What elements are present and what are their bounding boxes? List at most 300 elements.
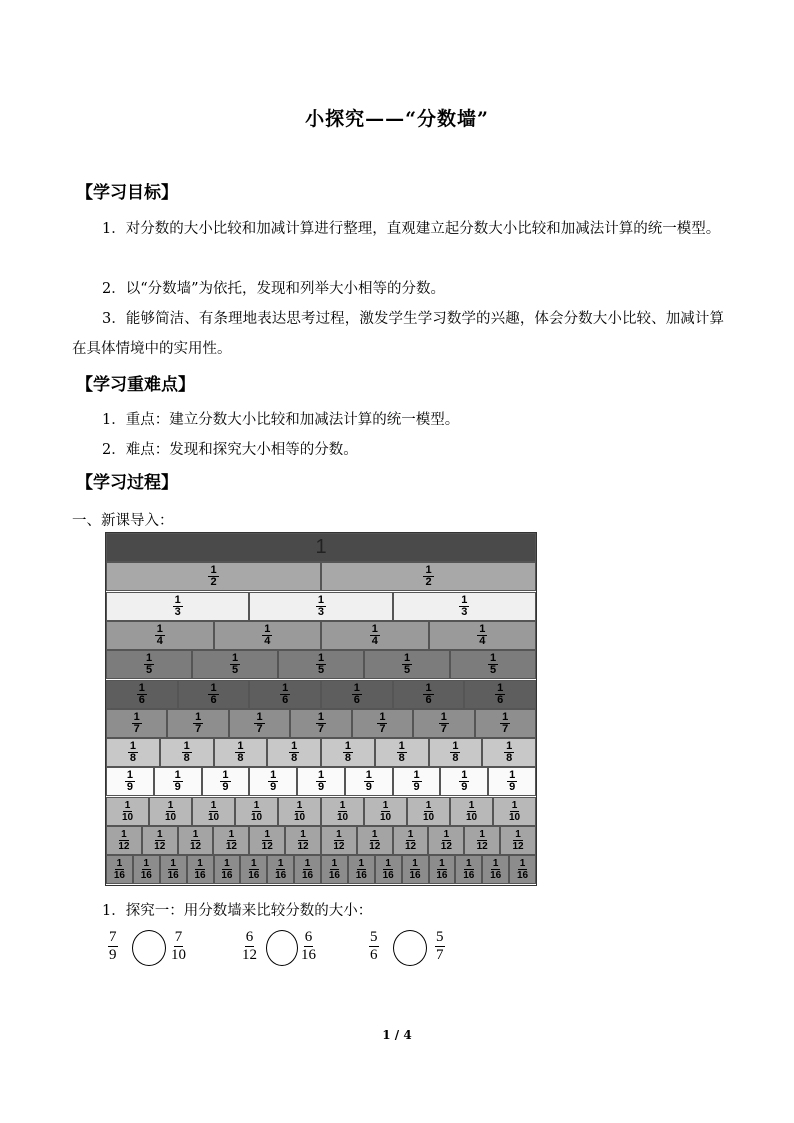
goal-item-1: 1．对分数的大小比较和加减计算进行整理，直观建立起分数大小比较和加减法计算的统一模型。 <box>102 221 721 237</box>
wall-cell <box>202 767 250 796</box>
wall-cell <box>267 855 294 884</box>
unit-fraction-label <box>295 829 310 852</box>
comparison-answer-circle[interactable] <box>132 930 166 966</box>
unit-fraction-label <box>343 741 353 764</box>
unit-fraction-label <box>152 829 167 852</box>
wall-cell <box>214 621 322 650</box>
wall-cell <box>178 680 250 709</box>
unit-fraction-label <box>403 829 418 852</box>
unit-fraction-label <box>402 653 412 676</box>
wall-cell <box>106 767 154 796</box>
wall-cell <box>178 826 214 855</box>
wall-cell <box>149 797 192 826</box>
wall-cell <box>464 826 500 855</box>
unit-fraction-label <box>510 829 525 852</box>
wall-row-12 <box>106 826 536 855</box>
unit-fraction-label <box>166 858 181 881</box>
unit-fraction-label <box>137 683 147 706</box>
fraction-denominator: 9 <box>461 781 468 794</box>
unit-fraction-label <box>188 829 203 852</box>
fraction-numerator: 1 <box>237 740 244 753</box>
fraction-numerator: 1 <box>264 829 270 840</box>
comparison-left-fraction <box>242 929 257 964</box>
wall-cell <box>214 738 268 767</box>
fraction-denominator: 16 <box>167 870 179 882</box>
fraction-numerator: 5 <box>436 929 444 945</box>
fraction-denominator: 5 <box>489 664 497 677</box>
fraction-denominator: 5 <box>145 664 153 677</box>
fraction-denominator: 12 <box>242 947 257 963</box>
fraction-numerator: 1 <box>138 681 145 694</box>
wall-row-6 <box>106 680 536 709</box>
fraction-denominator: 3 <box>317 605 325 618</box>
unit-fraction-label <box>249 800 264 823</box>
unit-fraction-label <box>316 770 326 793</box>
wall-cell <box>321 738 375 767</box>
unit-fraction-label <box>300 858 315 881</box>
fraction-numerator: 1 <box>339 799 346 811</box>
fraction-numerator: 1 <box>222 769 229 782</box>
unit-fraction-label <box>421 800 436 823</box>
fraction-denominator: 16 <box>463 870 475 882</box>
fraction-numerator: 1 <box>167 799 174 811</box>
fraction-denominator: 2 <box>210 576 217 589</box>
wall-cell <box>290 709 351 738</box>
fraction-numerator: 1 <box>121 829 127 840</box>
wall-cell <box>167 709 228 738</box>
wall-cell <box>213 826 249 855</box>
wall-cell <box>488 767 536 796</box>
fraction-denominator: 16 <box>382 870 394 882</box>
comparison-right-fraction <box>435 929 445 964</box>
fraction-denominator: 5 <box>317 664 325 677</box>
wall-row-3 <box>106 592 536 621</box>
fraction-denominator: 10 <box>164 811 177 823</box>
wall-cell <box>321 621 429 650</box>
wall-cell <box>321 562 536 591</box>
unit-fraction-label <box>335 800 350 823</box>
wall-row-8 <box>106 738 536 767</box>
fraction-denominator: 5 <box>403 664 411 677</box>
unit-fraction-label <box>439 829 454 852</box>
fraction-denominator: 16 <box>221 870 233 882</box>
wall-cell <box>352 709 413 738</box>
wall-cell <box>429 855 456 884</box>
wall-cell <box>285 826 321 855</box>
fraction-denominator: 7 <box>256 722 263 735</box>
fraction-denominator: 9 <box>413 781 420 794</box>
fraction-denominator: 5 <box>231 664 239 677</box>
wall-row-16 <box>106 855 536 884</box>
fraction-denominator: 9 <box>270 781 277 794</box>
wall-whole-label: 1 <box>315 536 327 558</box>
wall-row-4 <box>106 621 536 650</box>
unit-fraction-label <box>173 595 183 618</box>
unit-fraction-label <box>434 858 449 881</box>
unit-fraction-label <box>268 770 278 793</box>
wall-cell <box>375 738 429 767</box>
fraction-numerator: 1 <box>270 769 277 782</box>
fraction-numerator: 1 <box>156 622 163 635</box>
goal-item-3: 3．能够简洁、有条理地表达思考过程，激发学生学习数学的兴趣，体会分数大小比较、加减计算在具体情境中的实用性。 <box>72 311 724 357</box>
fraction-numerator: 1 <box>468 799 475 811</box>
unit-fraction-label <box>273 858 288 881</box>
fraction-numerator: 1 <box>398 740 405 753</box>
unit-fraction-label <box>182 741 192 764</box>
unit-fraction-label <box>378 800 393 823</box>
wall-cell <box>482 855 509 884</box>
unit-fraction-label <box>208 683 218 706</box>
fraction-denominator: 8 <box>291 752 298 765</box>
wall-cell <box>278 797 321 826</box>
wall-cell <box>106 592 249 621</box>
unit-fraction-label <box>450 741 460 764</box>
fraction-denominator: 8 <box>129 752 136 765</box>
wall-cell <box>240 855 267 884</box>
fraction-denominator: 12 <box>118 841 130 852</box>
unit-fraction-label <box>316 653 326 676</box>
wall-cell <box>464 680 536 709</box>
wall-cell <box>455 855 482 884</box>
fraction-denominator: 12 <box>261 841 273 852</box>
wall-cell <box>429 738 483 767</box>
fraction-numerator: 1 <box>174 769 181 782</box>
wall-cell <box>229 709 290 738</box>
fraction-numerator: 1 <box>382 799 389 811</box>
fraction-numerator: 1 <box>506 740 513 753</box>
intro-label: 一、新课导入： <box>72 513 174 529</box>
unit-fraction-label <box>246 858 261 881</box>
fraction-denominator: 10 <box>171 947 186 963</box>
key-points-heading: 【学习重难点】 <box>76 375 195 395</box>
fraction-denominator: 16 <box>355 870 367 882</box>
wall-cell-whole <box>106 533 536 562</box>
fraction-denominator: 12 <box>404 841 417 852</box>
goals-heading: 【学习目标】 <box>76 183 178 203</box>
unit-fraction-label <box>132 712 142 735</box>
fraction-denominator: 12 <box>476 841 488 852</box>
wall-cell <box>393 826 429 855</box>
unit-fraction-label <box>507 800 522 823</box>
wall-cell <box>133 855 160 884</box>
fraction-denominator: 16 <box>490 870 502 882</box>
fraction-denominator: 4 <box>479 634 486 647</box>
fraction-numerator: 1 <box>365 769 372 782</box>
wall-cell <box>357 826 393 855</box>
wall-cell <box>192 650 278 679</box>
fraction-denominator: 16 <box>248 870 260 882</box>
wall-row-7 <box>106 709 536 738</box>
unit-fraction-label <box>352 683 362 706</box>
unit-fraction-label <box>292 800 307 823</box>
unit-fraction-label <box>507 770 517 793</box>
fraction-denominator: 12 <box>369 841 381 852</box>
unit-fraction-label <box>364 770 374 793</box>
fraction-denominator: 8 <box>237 752 244 765</box>
unit-fraction-label <box>459 770 469 793</box>
comparison-right-fraction <box>301 929 316 964</box>
fraction-denominator: 7 <box>502 722 509 735</box>
fraction-numerator: 1 <box>511 799 518 811</box>
wall-cell <box>321 680 393 709</box>
wall-cell <box>345 767 393 796</box>
fraction-numerator: 1 <box>489 652 497 665</box>
fraction-numerator: 1 <box>145 652 153 665</box>
fraction-numerator: 1 <box>466 858 472 870</box>
wall-cell <box>106 562 321 591</box>
fraction-denominator: 4 <box>264 634 271 647</box>
fraction-numerator: 1 <box>296 799 303 811</box>
fraction-denominator: 10 <box>379 811 392 823</box>
fraction-numerator: 1 <box>156 829 163 840</box>
fraction-denominator: 16 <box>140 870 152 882</box>
unit-fraction-label <box>354 858 369 881</box>
fraction-denominator: 9 <box>174 781 181 794</box>
fraction-denominator: 4 <box>156 634 163 647</box>
fraction-denominator: 10 <box>465 811 478 823</box>
wall-cell <box>249 592 392 621</box>
fraction-numerator: 1 <box>210 799 217 811</box>
unit-fraction-label <box>439 712 449 735</box>
unit-fraction-label <box>139 858 154 881</box>
fraction-denominator: 10 <box>422 811 435 823</box>
unit-fraction-label <box>125 770 135 793</box>
unit-fraction-label <box>280 683 290 706</box>
fraction-numerator: 6 <box>304 929 313 945</box>
unit-fraction-label <box>459 595 469 618</box>
unit-fraction-label <box>254 712 264 735</box>
wall-cell <box>450 650 536 679</box>
fraction-numerator: 1 <box>183 740 190 753</box>
fraction-denominator: 10 <box>250 811 263 823</box>
fraction-denominator: 10 <box>207 811 220 823</box>
fraction-denominator: 16 <box>517 870 529 882</box>
unit-fraction-label <box>464 800 479 823</box>
fraction-numerator: 1 <box>129 740 136 753</box>
fraction-denominator: 6 <box>425 693 432 706</box>
fraction-numerator: 1 <box>479 829 485 840</box>
wall-cell <box>249 767 297 796</box>
wall-cell <box>294 855 321 884</box>
fraction-numerator: 1 <box>210 681 217 694</box>
fraction-denominator: 3 <box>174 605 181 618</box>
wall-row-9 <box>106 767 536 796</box>
wall-cell <box>321 855 348 884</box>
fraction-numerator: 7 <box>174 929 183 945</box>
fraction-wall <box>105 532 537 886</box>
wall-row-whole <box>106 533 536 562</box>
fraction-numerator: 1 <box>344 740 351 753</box>
wall-cell <box>267 738 321 767</box>
fraction-numerator: 1 <box>228 829 235 840</box>
page-title: 小探究——“分数墙” <box>305 108 489 130</box>
unit-fraction-label <box>144 653 154 676</box>
fraction-numerator: 1 <box>403 652 411 665</box>
fraction-numerator: 1 <box>317 769 325 782</box>
fraction-denominator: 6 <box>497 693 504 706</box>
explore1-label: 1．探究一：用分数墙来比较分数的大小： <box>102 903 373 919</box>
fraction-numerator: 1 <box>479 622 486 635</box>
wall-row-5 <box>106 650 536 679</box>
fraction-denominator: 12 <box>440 841 452 852</box>
fraction-denominator: 7 <box>436 947 444 963</box>
unit-fraction-label <box>495 683 505 706</box>
unit-fraction-label <box>235 741 245 764</box>
fraction-numerator: 1 <box>461 593 468 606</box>
unit-fraction-label <box>289 741 299 764</box>
wall-cell <box>321 797 364 826</box>
fraction-denominator: 16 <box>328 870 340 882</box>
unit-fraction-label <box>219 858 234 881</box>
fraction-denominator: 7 <box>195 722 202 735</box>
fraction-numerator: 1 <box>300 829 306 840</box>
fraction-numerator: 1 <box>256 710 263 723</box>
fraction-numerator: 1 <box>231 652 239 665</box>
wall-cell <box>482 738 536 767</box>
fraction-numerator: 1 <box>195 710 202 723</box>
wall-cell <box>278 650 364 679</box>
fraction-denominator: 16 <box>275 870 287 882</box>
fraction-numerator: 1 <box>304 858 311 870</box>
fraction-denominator: 12 <box>512 841 524 852</box>
fraction-numerator: 1 <box>336 829 342 840</box>
wall-cell <box>500 826 536 855</box>
fraction-denominator: 16 <box>302 870 314 882</box>
unit-fraction-label <box>461 858 476 881</box>
fraction-numerator: 6 <box>245 929 254 945</box>
wall-cell <box>509 855 536 884</box>
wall-cell <box>321 826 357 855</box>
wall-cell <box>142 826 178 855</box>
unit-fraction-label <box>208 565 218 588</box>
fraction-denominator: 6 <box>282 693 289 706</box>
fraction-denominator: 16 <box>436 870 448 882</box>
fraction-denominator: 9 <box>222 781 229 794</box>
unit-fraction-label <box>220 770 230 793</box>
fraction-numerator: 1 <box>224 858 230 870</box>
fraction-denominator: 12 <box>154 841 166 852</box>
wall-cell <box>393 592 536 621</box>
unit-fraction-label <box>423 683 433 706</box>
wall-cell <box>429 621 537 650</box>
fraction-denominator: 12 <box>190 841 202 852</box>
wall-cell <box>154 767 202 796</box>
page-number: 1 / 4 <box>382 1028 412 1042</box>
fraction-numerator: 1 <box>251 858 257 870</box>
wall-cell <box>402 855 429 884</box>
comparison-right-fraction <box>171 929 186 964</box>
wall-cell <box>187 855 214 884</box>
fraction-numerator: 1 <box>412 858 418 870</box>
unit-fraction-label <box>408 858 423 881</box>
fraction-numerator: 1 <box>317 710 325 723</box>
fraction-denominator: 7 <box>317 722 325 735</box>
unit-fraction-label <box>381 858 396 881</box>
fraction-numerator: 1 <box>452 740 459 753</box>
unit-fraction-label <box>128 741 138 764</box>
wall-cell <box>249 826 285 855</box>
fraction-numerator: 1 <box>440 710 447 723</box>
unit-fraction-label <box>500 712 510 735</box>
fraction-denominator: 7 <box>440 722 447 735</box>
fraction-numerator: 7 <box>109 929 117 945</box>
fraction-denominator: 9 <box>109 947 117 963</box>
fraction-numerator: 1 <box>291 740 298 753</box>
wall-cell <box>106 709 167 738</box>
fraction-denominator: 16 <box>194 870 206 882</box>
fraction-numerator: 1 <box>385 858 391 870</box>
unit-fraction-label <box>224 829 239 852</box>
fraction-denominator: 12 <box>297 841 309 852</box>
unit-fraction-label <box>155 624 165 647</box>
fraction-denominator: 8 <box>398 752 405 765</box>
fraction-denominator: 4 <box>371 634 378 647</box>
wall-cell <box>475 709 536 738</box>
fraction-numerator: 1 <box>502 710 509 723</box>
goal-item-2: 2．以“分数墙”为依托，发现和列举大小相等的分数。 <box>102 281 446 297</box>
fraction-numerator: 1 <box>439 858 445 870</box>
unit-fraction-label <box>331 829 346 852</box>
fraction-denominator: 3 <box>461 605 468 618</box>
unit-fraction-label <box>116 829 131 852</box>
wall-cell <box>235 797 278 826</box>
unit-fraction-label <box>412 770 422 793</box>
unit-fraction-label <box>488 653 498 676</box>
wall-cell <box>364 797 407 826</box>
fraction-denominator: 9 <box>126 781 133 794</box>
wall-cell <box>106 680 178 709</box>
fraction-numerator: 1 <box>210 564 217 577</box>
fraction-denominator: 9 <box>317 781 325 794</box>
unit-fraction-label <box>316 712 326 735</box>
wall-row-2 <box>106 562 536 591</box>
fraction-numerator: 1 <box>143 858 150 870</box>
comparison-answer-circle[interactable] <box>393 930 427 966</box>
fraction-numerator: 1 <box>124 799 131 811</box>
wall-cell <box>160 855 187 884</box>
fraction-denominator: 8 <box>183 752 190 765</box>
unit-fraction-label <box>377 712 387 735</box>
wall-cell <box>106 826 142 855</box>
wall-cell <box>393 680 465 709</box>
unit-fraction-label <box>515 858 530 881</box>
wall-cell <box>106 855 133 884</box>
fraction-numerator: 1 <box>282 681 289 694</box>
fraction-numerator: 1 <box>509 769 516 782</box>
fraction-numerator: 1 <box>425 799 432 811</box>
unit-fraction-label <box>367 829 382 852</box>
fraction-numerator: 1 <box>443 829 450 840</box>
unit-fraction-label <box>397 741 407 764</box>
comparison-answer-circle[interactable] <box>266 930 298 966</box>
fraction-denominator: 6 <box>370 947 378 963</box>
unit-fraction-label <box>230 653 240 676</box>
fraction-numerator: 1 <box>331 858 338 870</box>
unit-fraction-label <box>112 858 127 881</box>
fraction-numerator: 1 <box>413 769 420 782</box>
unit-fraction-label <box>475 829 490 852</box>
unit-fraction-label <box>423 565 433 588</box>
fraction-numerator: 1 <box>371 622 378 635</box>
fraction-denominator: 12 <box>225 841 237 852</box>
fraction-denominator: 16 <box>409 870 421 882</box>
fraction-denominator: 8 <box>506 752 513 765</box>
fraction-denominator: 10 <box>336 811 349 823</box>
process-heading: 【学习过程】 <box>76 473 178 493</box>
fraction-denominator: 9 <box>365 781 372 794</box>
comparison-left-fraction <box>108 929 118 964</box>
fraction-numerator: 1 <box>379 710 386 723</box>
